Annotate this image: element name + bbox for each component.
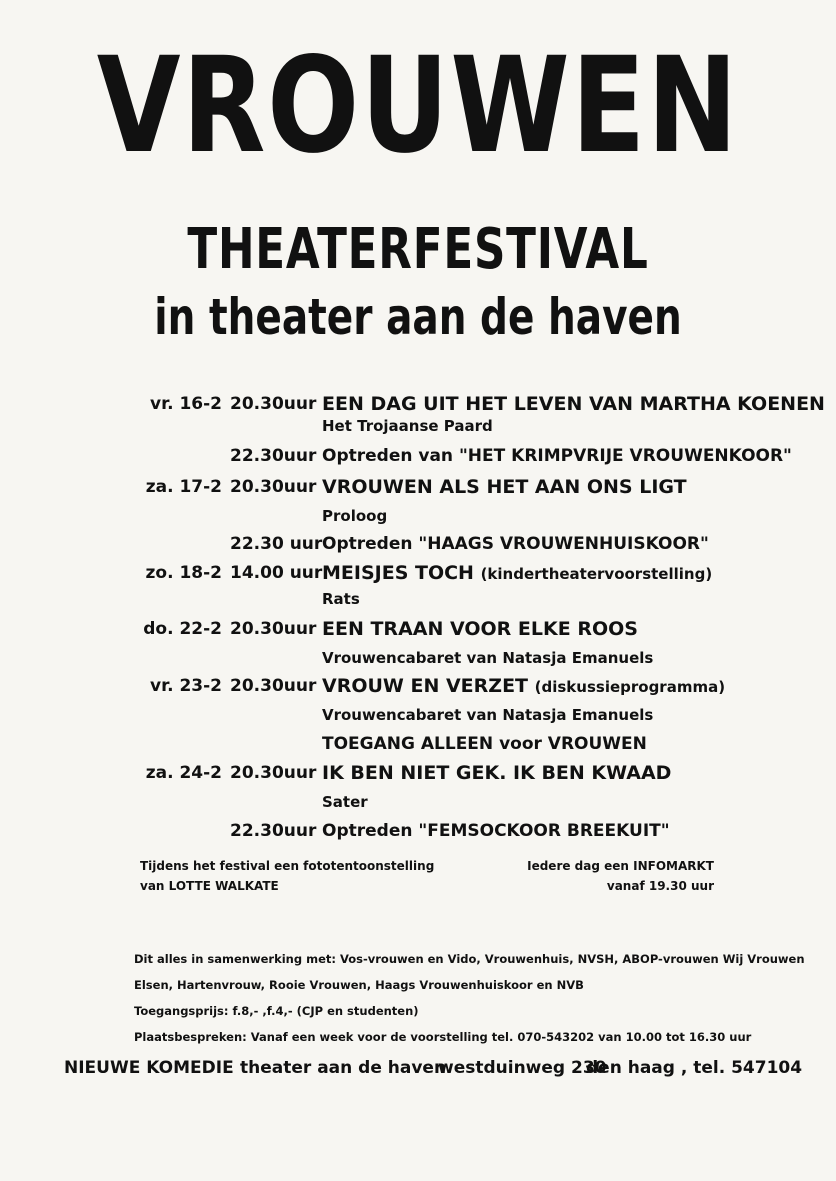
program-title: EEN TRAAN VOOR ELKE ROOS bbox=[322, 618, 638, 640]
program-time: 20.30uur bbox=[230, 477, 317, 497]
program-company: Vrouwencabaret van Natasja Emanuels bbox=[322, 706, 654, 724]
footer-venue: theater aan de haven bbox=[240, 1058, 447, 1078]
infomarkt-line-2: vanaf 19.30 uur bbox=[606, 879, 714, 893]
program-company: Proloog bbox=[322, 507, 388, 525]
program-title: Optreden "FEMSOCKOOR BREEKUIT" bbox=[322, 821, 670, 841]
infomarkt-note bbox=[527, 856, 714, 896]
program-title: Optreden van "HET KRIMPVRIJE VROUWENKOOR" bbox=[322, 446, 792, 466]
program-row-sub bbox=[140, 730, 760, 759]
program-title bbox=[322, 672, 725, 702]
footer-org: NIEUWE KOMEDIE bbox=[64, 1058, 234, 1078]
program-day: za. 17-2 bbox=[145, 477, 222, 497]
program-title-note: (kindertheatervoorstelling) bbox=[480, 565, 713, 583]
program-title-main: VROUW EN VERZET bbox=[322, 675, 529, 697]
program-time: 20.30uur bbox=[230, 763, 317, 783]
program-time: 22.30 uur bbox=[230, 534, 323, 554]
program-row-sub bbox=[140, 788, 760, 817]
program-day: zo. 18-2 bbox=[145, 563, 222, 583]
program-row bbox=[140, 473, 760, 502]
program-row-sub bbox=[140, 644, 760, 672]
program-title: Optreden "HAAGS VROUWENHUISKOOR" bbox=[322, 534, 709, 554]
program-time: 20.30uur bbox=[230, 394, 317, 414]
program-row bbox=[140, 672, 760, 701]
program-row-sub bbox=[140, 417, 760, 439]
exhibition-line-1: Tijdens het festival een fototentoonstelling bbox=[140, 859, 435, 873]
program-title: EEN DAG UIT HET LEVEN VAN MARTHA KOENEN bbox=[322, 393, 825, 415]
program-company: Sater bbox=[322, 793, 368, 811]
program-row-sub bbox=[140, 588, 760, 615]
program-title bbox=[322, 559, 712, 589]
program-time: 22.30uur bbox=[230, 446, 317, 466]
program-row bbox=[140, 817, 760, 853]
booking-info: Plaatsbespreken: Vanaf een week voor de voorstelling tel. 070-543202 van 10.00 tot 16.30 uur bbox=[134, 1030, 752, 1044]
cooperation-line-1: Dit alles in samenwerking met: Vos-vrouwen en Vido, Vrouwenhuis, NVSH, ABOP-vrouwen Wij Vrouwen bbox=[134, 952, 805, 966]
program-time: 20.30uur bbox=[230, 676, 317, 696]
program-row bbox=[140, 439, 792, 473]
program-row-sub bbox=[140, 701, 760, 730]
poster-subtitle: THEATERFESTIVAL bbox=[187, 217, 649, 282]
poster-title: VROUWEN bbox=[96, 29, 740, 183]
program-row bbox=[140, 559, 760, 588]
ticket-prices: Toegangsprijs: f.8,- ,f.4,- (CJP en studenten) bbox=[134, 1004, 419, 1018]
program-row bbox=[140, 615, 760, 644]
program-day: vr. 16-2 bbox=[150, 394, 222, 414]
infomarkt-line-1: Iedere dag een INFOMARKT bbox=[527, 859, 714, 873]
program-list bbox=[140, 392, 825, 853]
program-title-main: MEISJES TOCH bbox=[322, 562, 474, 584]
program-time: 14.00 uur bbox=[230, 563, 323, 583]
program-company: Vrouwencabaret van Natasja Emanuels bbox=[322, 649, 654, 667]
exhibition-note bbox=[140, 856, 434, 896]
program-row-sub bbox=[140, 502, 760, 530]
program-day: za. 24-2 bbox=[145, 763, 222, 783]
program-time: 22.30uur bbox=[230, 821, 317, 841]
program-row bbox=[140, 759, 760, 788]
program-day: vr. 23-2 bbox=[150, 676, 222, 696]
exhibition-line-2: van LOTTE WALKATE bbox=[140, 879, 279, 893]
program-note: TOEGANG ALLEEN voor VROUWEN bbox=[322, 734, 647, 754]
program-title-note: (diskussieprogramma) bbox=[534, 678, 726, 696]
program-title: VROUWEN ALS HET AAN ONS LIGT bbox=[322, 476, 687, 498]
program-title: IK BEN NIET GEK. IK BEN KWAAD bbox=[322, 762, 672, 784]
program-time: 20.30uur bbox=[230, 619, 317, 639]
program-row bbox=[140, 392, 825, 417]
footer-address: westduinweg 230 bbox=[438, 1058, 607, 1078]
footer-city-phone: den haag , tel. 547104 bbox=[586, 1058, 803, 1078]
practical-info bbox=[134, 946, 805, 1050]
venue-line: in theater aan de haven bbox=[154, 288, 682, 346]
program-company: Het Trojaanse Paard bbox=[322, 417, 493, 435]
program-row bbox=[140, 530, 760, 559]
program-company: Rats bbox=[322, 590, 360, 608]
cooperation-line-2: Elsen, Hartenvrouw, Rooie Vrouwen, Haags Vrouwenhuiskoor en NVB bbox=[134, 978, 584, 992]
program-day: do. 22-2 bbox=[143, 619, 222, 639]
